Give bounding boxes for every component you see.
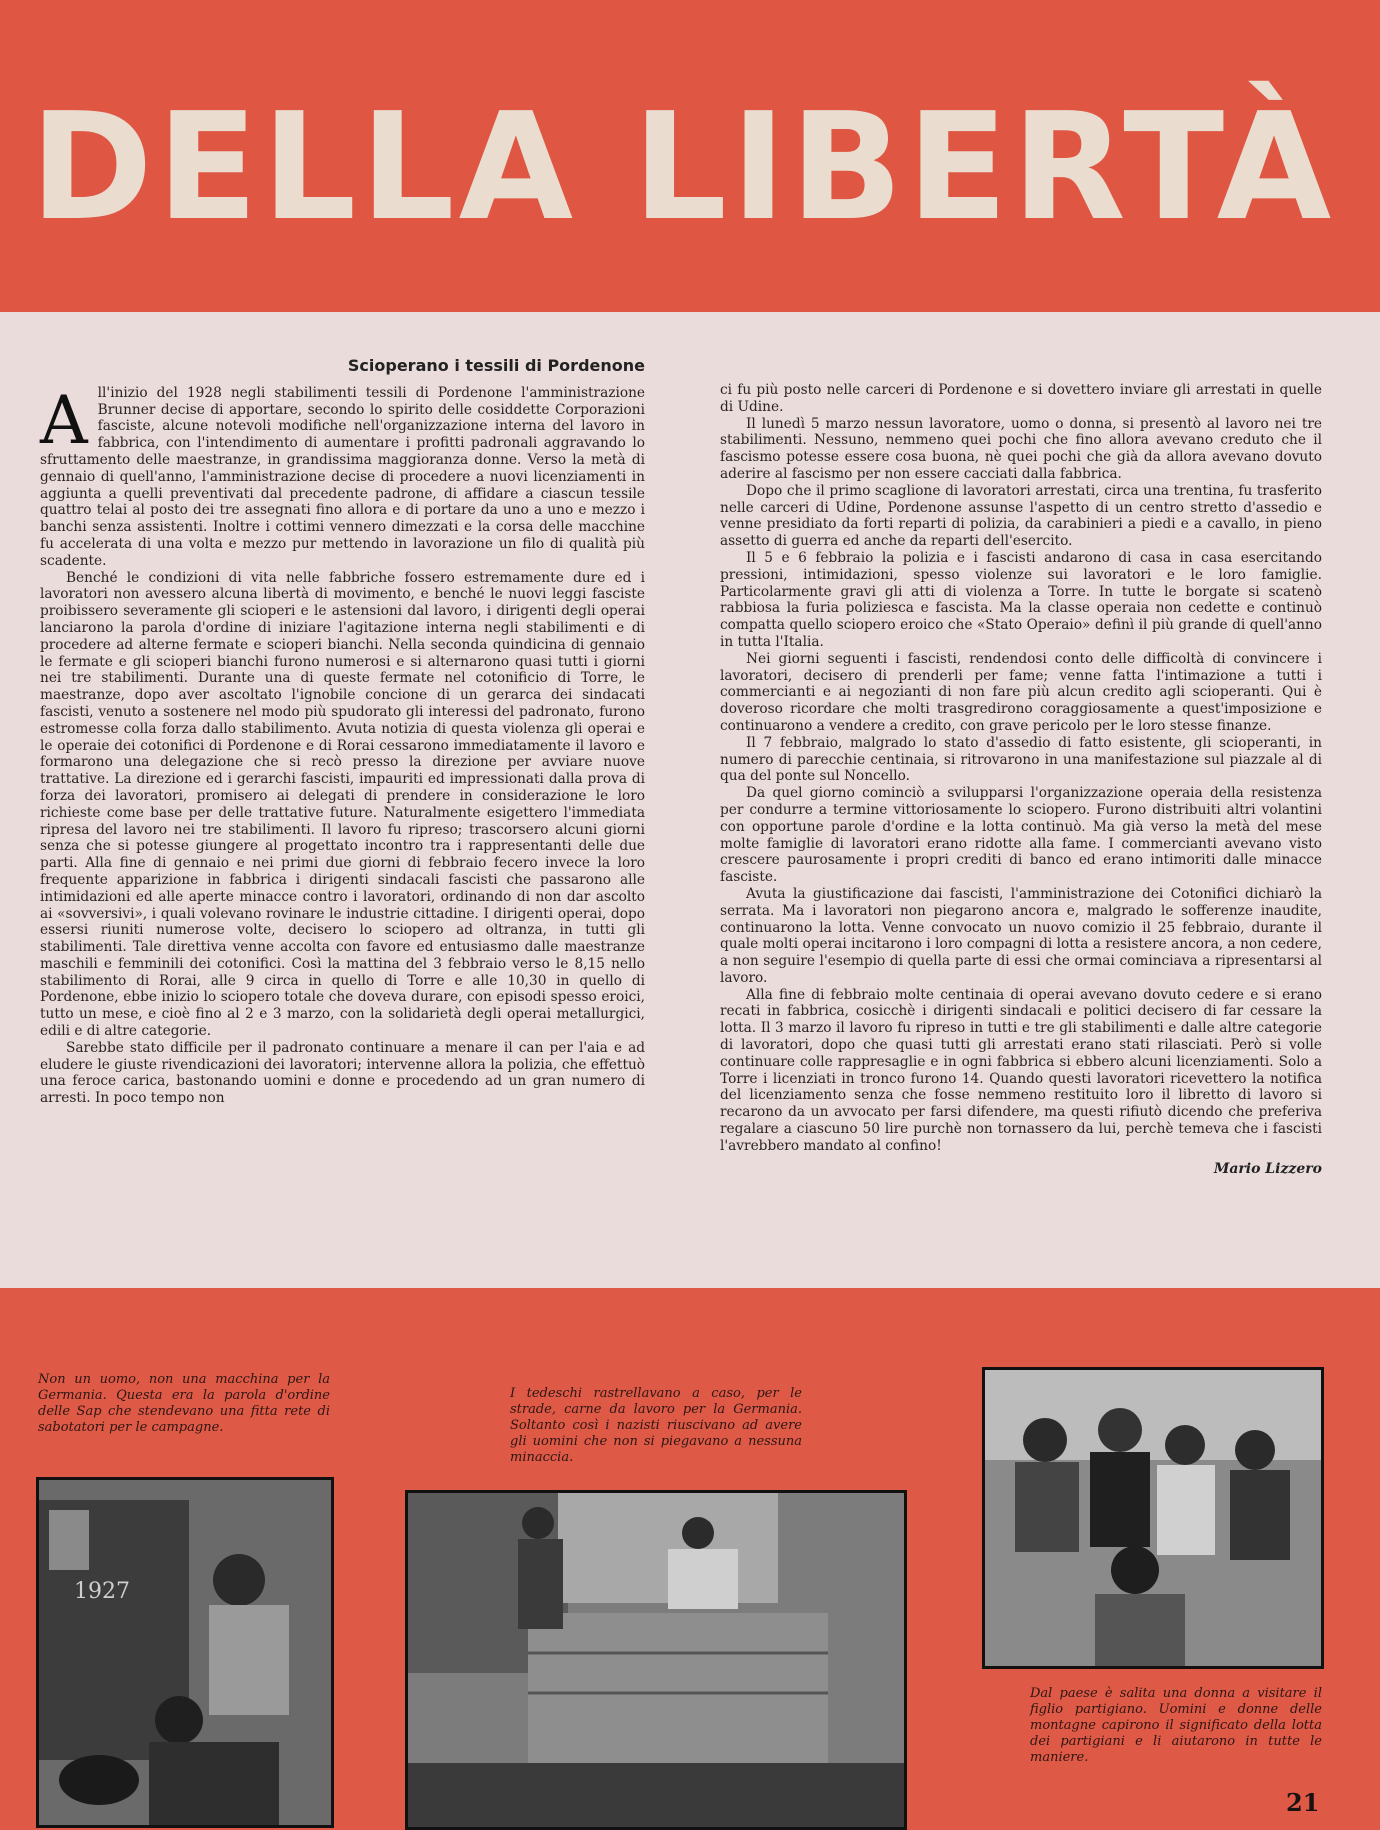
- article-panel: [0, 312, 1380, 1288]
- photo-train-sabotage-illustration: [39, 1480, 331, 1825]
- photo-roundup-truck-illustration: [408, 1493, 904, 1827]
- paragraph: Da quel giorno cominciò a svilupparsi l'organizzazione operaia della resistenza per condurre a termine vittoriosamente lo sciopero. Furono distribuiti altri volantini con opportune parole d'ordine e la lotta continuò. Ma già verso la metà del mese molte famiglie di lavoratori erano ridotte alla fame. I commercianti avevano visto crescere paurosamente i propri crediti di banco ed erano intimoriti dalle minacce fasciste.: [720, 785, 1322, 886]
- headline: DELLA LIBERTÀ: [30, 81, 1336, 253]
- paragraph: Benché le condizioni di vita nelle fabbriche fossero estremamente dure ed i lavoratori non avessero alcuna libertà di movimento, e benché le nuovi leggi fasciste proibissero severamente gli scioperi e le astensioni dal lavoro, i dirigenti degli operai lanciarono la parola d'ordine di iniziare l'agitazione interna negli stabilimenti e di procedere ad alterne fermate e scioperi bianchi. Nella seconda quindicina di gennaio le fermate e gli scioperi bianchi furono numerosi e si alternarono quasi tutti i giorni nei tre stabilimenti. Durante una di queste fermate nel cotonificio di Torre, le maestranze, dopo aver ascoltato l'ignobile concione di un gerarca dei sindacati fascisti, venuto a sostenere nel modo più spudorato gli interessi del padronato, furono estromesse colla forza dallo stabilimento. Avuta notizia di questa violenza gli operai e le operaie dei cotonifici di Pordenone e di Rorai cessarono immediatamente il lavoro e formarono una delegazione che si recò presso la direzione per avviare nuove trattative. La direzione ed i gerarchi fascisti, impauriti ed impressionati dalla prova di forza dei lavoratori, promisero ai delegati di prendere in considerazione le loro richieste come base per delle trattative future. Naturalmente esigettero l'immediata ripresa del lavoro nei tre stabilimenti. Il lavoro fu ripreso; trascorsero alcuni giorni senza che si potesse giungere al progettato incontro tra i rappresentanti delle due parti. Alla fine di gennaio e nei primi due giorni di febbraio fecero invece la loro frequente apparizione in fabbrica i dirigenti sindacali fascisti che passarono alle intimidazioni ed alle aperte minacce contro i lavoratori, ordinando di non dar ascolto ai «sovversivi», i quali volevano rovinare le industrie cittadine. I dirigenti operai, dopo essersi riuniti numerose volte, decisero lo sciopero ad oltranza, in tutti gli stabilimenti. Tale direttiva venne accolta con favore ed entusiasmo dalle maestranze maschili e femminili dei cotonifici. Così la mattina del 3 febbraio verso le 8,15 nello stabilimento di Rorai, alle 9 circa in quello di Torre e alle 10,30 in quello di Pordenone, ebbe inizio lo sciopero totale che doveva durare, con episodi spesso eroici, tutto un mese, e cioè fino al 2 e 3 marzo, con la solidarietà degli operai metallurgici, edili e di altre categorie.: [40, 569, 645, 1040]
- photo-train-sabotage: [36, 1477, 334, 1828]
- page-number: 21: [1286, 1788, 1320, 1817]
- article-right-column: [720, 382, 1322, 1177]
- caption-left: Non un uomo, non una macchina per la Germania. Questa era la parola d'ordine delle Sap che stendevano una fitta rete di sabotatori per le campagne.: [38, 1372, 330, 1435]
- paragraph: Alla fine di febbraio molte centinaia di operai avevano dovuto cedere e si erano recati in fabbrica, cosicchè i dirigenti sindacali e politici decisero di far cessare la lotta. Il 3 marzo il lavoro fu ripreso in tutti e tre gli stabilimenti e dalle altre categorie di lavoratori, dopo che quasi tutti gli arrestati erano stati rilasciati. Però si volle continuare colle rappresaglie e in ogni fabbrica si ebbero alcuni licenziamenti. Solo a Torre i licenziati in tronco furono 14. Quando questi lavoratori ricevettero la notifica del licenziamento senza che fosse nemmeno restituito loro il libretto di lavoro si recarono da un avvocato per farsi difendere, ma questi rifiutò dicendo che preferiva regalare a ciascuno 50 lire purchè non tornassero da lui, perchè temeva che i fascisti l'avrebbero mandato al confino!: [720, 986, 1322, 1154]
- paragraph: Nei giorni seguenti i fascisti, rendendosi conto delle difficoltà di convincere i lavoratori, decisero di prenderli per fame; venne fatta l'intimazione a tutti i commercianti e ai negozianti di non fare più alcun credito agli scioperanti. Qui è doveroso ricordare che molti trasgredirono coraggiosamente a quest'imposizione e continuarono a vendere a credito, con grave pericolo per le loro stesse finanze.: [720, 650, 1322, 734]
- paragraph: Sarebbe stato difficile per il padronato continuare a menare il can per l'aia e ad eludere le giuste rivendicazioni dei lavoratori; intervenne allora la polizia, che effettuò una feroce carica, bastonando uomini e donne e procedendo ad un gran numero di arresti. In poco tempo non: [40, 1039, 645, 1107]
- caption-right: Dal paese è salita una donna a visitare il figlio partigiano. Uomini e donne delle montagne capirono il significato della lotta dei partigiani e li aiutarono in tutte le maniere.: [1030, 1686, 1322, 1765]
- author-signature: Mario Lizzero: [1213, 1160, 1322, 1177]
- paragraph: Il 5 e 6 febbraio la polizia e i fascisti andarono di casa in casa esercitando pressioni, intimidazioni, spesso violenze sui lavoratori e le loro famiglie. Particolarmente gravi gli atti di violenza a Torre. In tutte le borgate si scatenò rabbiosa la furia poliziesca e fascista. Ma la classe operaia non cedette e continuò compatta quello sciopero eroico che «Stato Operaio» definì il più grande di quell'anno in tutta l'Italia.: [720, 549, 1322, 650]
- photo-roundup-truck: [405, 1490, 907, 1830]
- article-left-column: [40, 358, 645, 1107]
- paragraph: Dopo che il primo scaglione di lavoratori arrestati, circa una trentina, fu trasferito nelle carceri di Udine, Pordenone assunse l'aspetto di un centro stretto d'assedio e venne presidiato da forti reparti di polizia, da carabinieri a piedi e a cavallo, in pieno assetto di guerra ed anche da reparti dell'esercito.: [720, 482, 1322, 550]
- paragraph: Il lunedì 5 marzo nessun lavoratore, uomo o donna, si presentò al lavoro nei tre stabilimenti. Nessuno, nemmeno quei pochi che fino allora avevano creduto che il fascismo potesse essere cosa buona, nè quei pochi che già da allora avevano dovuto aderire al fascismo per non essere cacciati dalla fabbrica.: [720, 415, 1322, 482]
- paragraph: Avuta la giustificazione dai fascisti, l'amministrazione dei Cotonifici dichiarò la serrata. Ma i lavoratori non piegarono ancora e, malgrado le sofferenze inaudite, continuarono la lotta. Venne convocato un nuovo comizio il 25 febbraio, durante il quale molti operai incitarono i loro compagni di lotta a resistere ancora, a non cedere, a non seguire l'esempio di quella parte di essi che ormai cominciava a ripresentarsi al lavoro.: [720, 885, 1322, 986]
- photo-partisans-group: [982, 1367, 1324, 1669]
- drop-cap: A: [40, 381, 88, 459]
- caption-center: I tedeschi rastrellavano a caso, per le strade, carne da lavoro per la Germania. Soltanto così i nazisti riuscivano ad avere gli uomini che non si piegavano a nessuna minaccia.: [510, 1386, 802, 1465]
- paragraph: ll'inizio del 1928 negli stabilimenti tessili di Pordenone l'amministrazione Brunner decise di apportare, secondo lo spirito delle cosiddette Corporazioni fasciste, alcune notevoli modifiche nell'organizzazione interna del lavoro in fabbrica, con l'intendimento di aumentare i profitti padronali aggravando lo sfruttamento delle maestranze, in grandissima maggioranza donne. Verso la metà di gennaio di quell'anno, l'amministrazione decise di procedere a nuovi licenziamenti in aggiunta a quelli preventivati dal precedente padrone, di affidare a ciascun tessile quattro telai al posto dei tre assegnati fino allora e di portare da uno a uno e mezzo i banchi senza assistenti. Inoltre i cottimi vennero dimezzati e la corsa delle macchine fu accelerata di una volta e mezzo pur mettendo in lavorazione un filo di qualità più scadente.: [40, 384, 645, 569]
- paragraph: Il 7 febbraio, malgrado lo stato d'assedio di fatto esistente, gli scioperanti, in numero di parecchie centinaia, si ritrovarono in una manifestazione sul piazzale al di qua del ponte sul Noncello.: [720, 734, 1322, 785]
- photo-wagon-number: 1927: [74, 1579, 130, 1604]
- photo-partisans-group-illustration: [985, 1370, 1321, 1666]
- article-subtitle: Scioperano i tessili di Pordenone: [347, 356, 645, 375]
- paragraph: ci fu più posto nelle carceri di Pordenone e si dovettero inviare gli arrestati in quelle di Udine.: [720, 382, 1322, 415]
